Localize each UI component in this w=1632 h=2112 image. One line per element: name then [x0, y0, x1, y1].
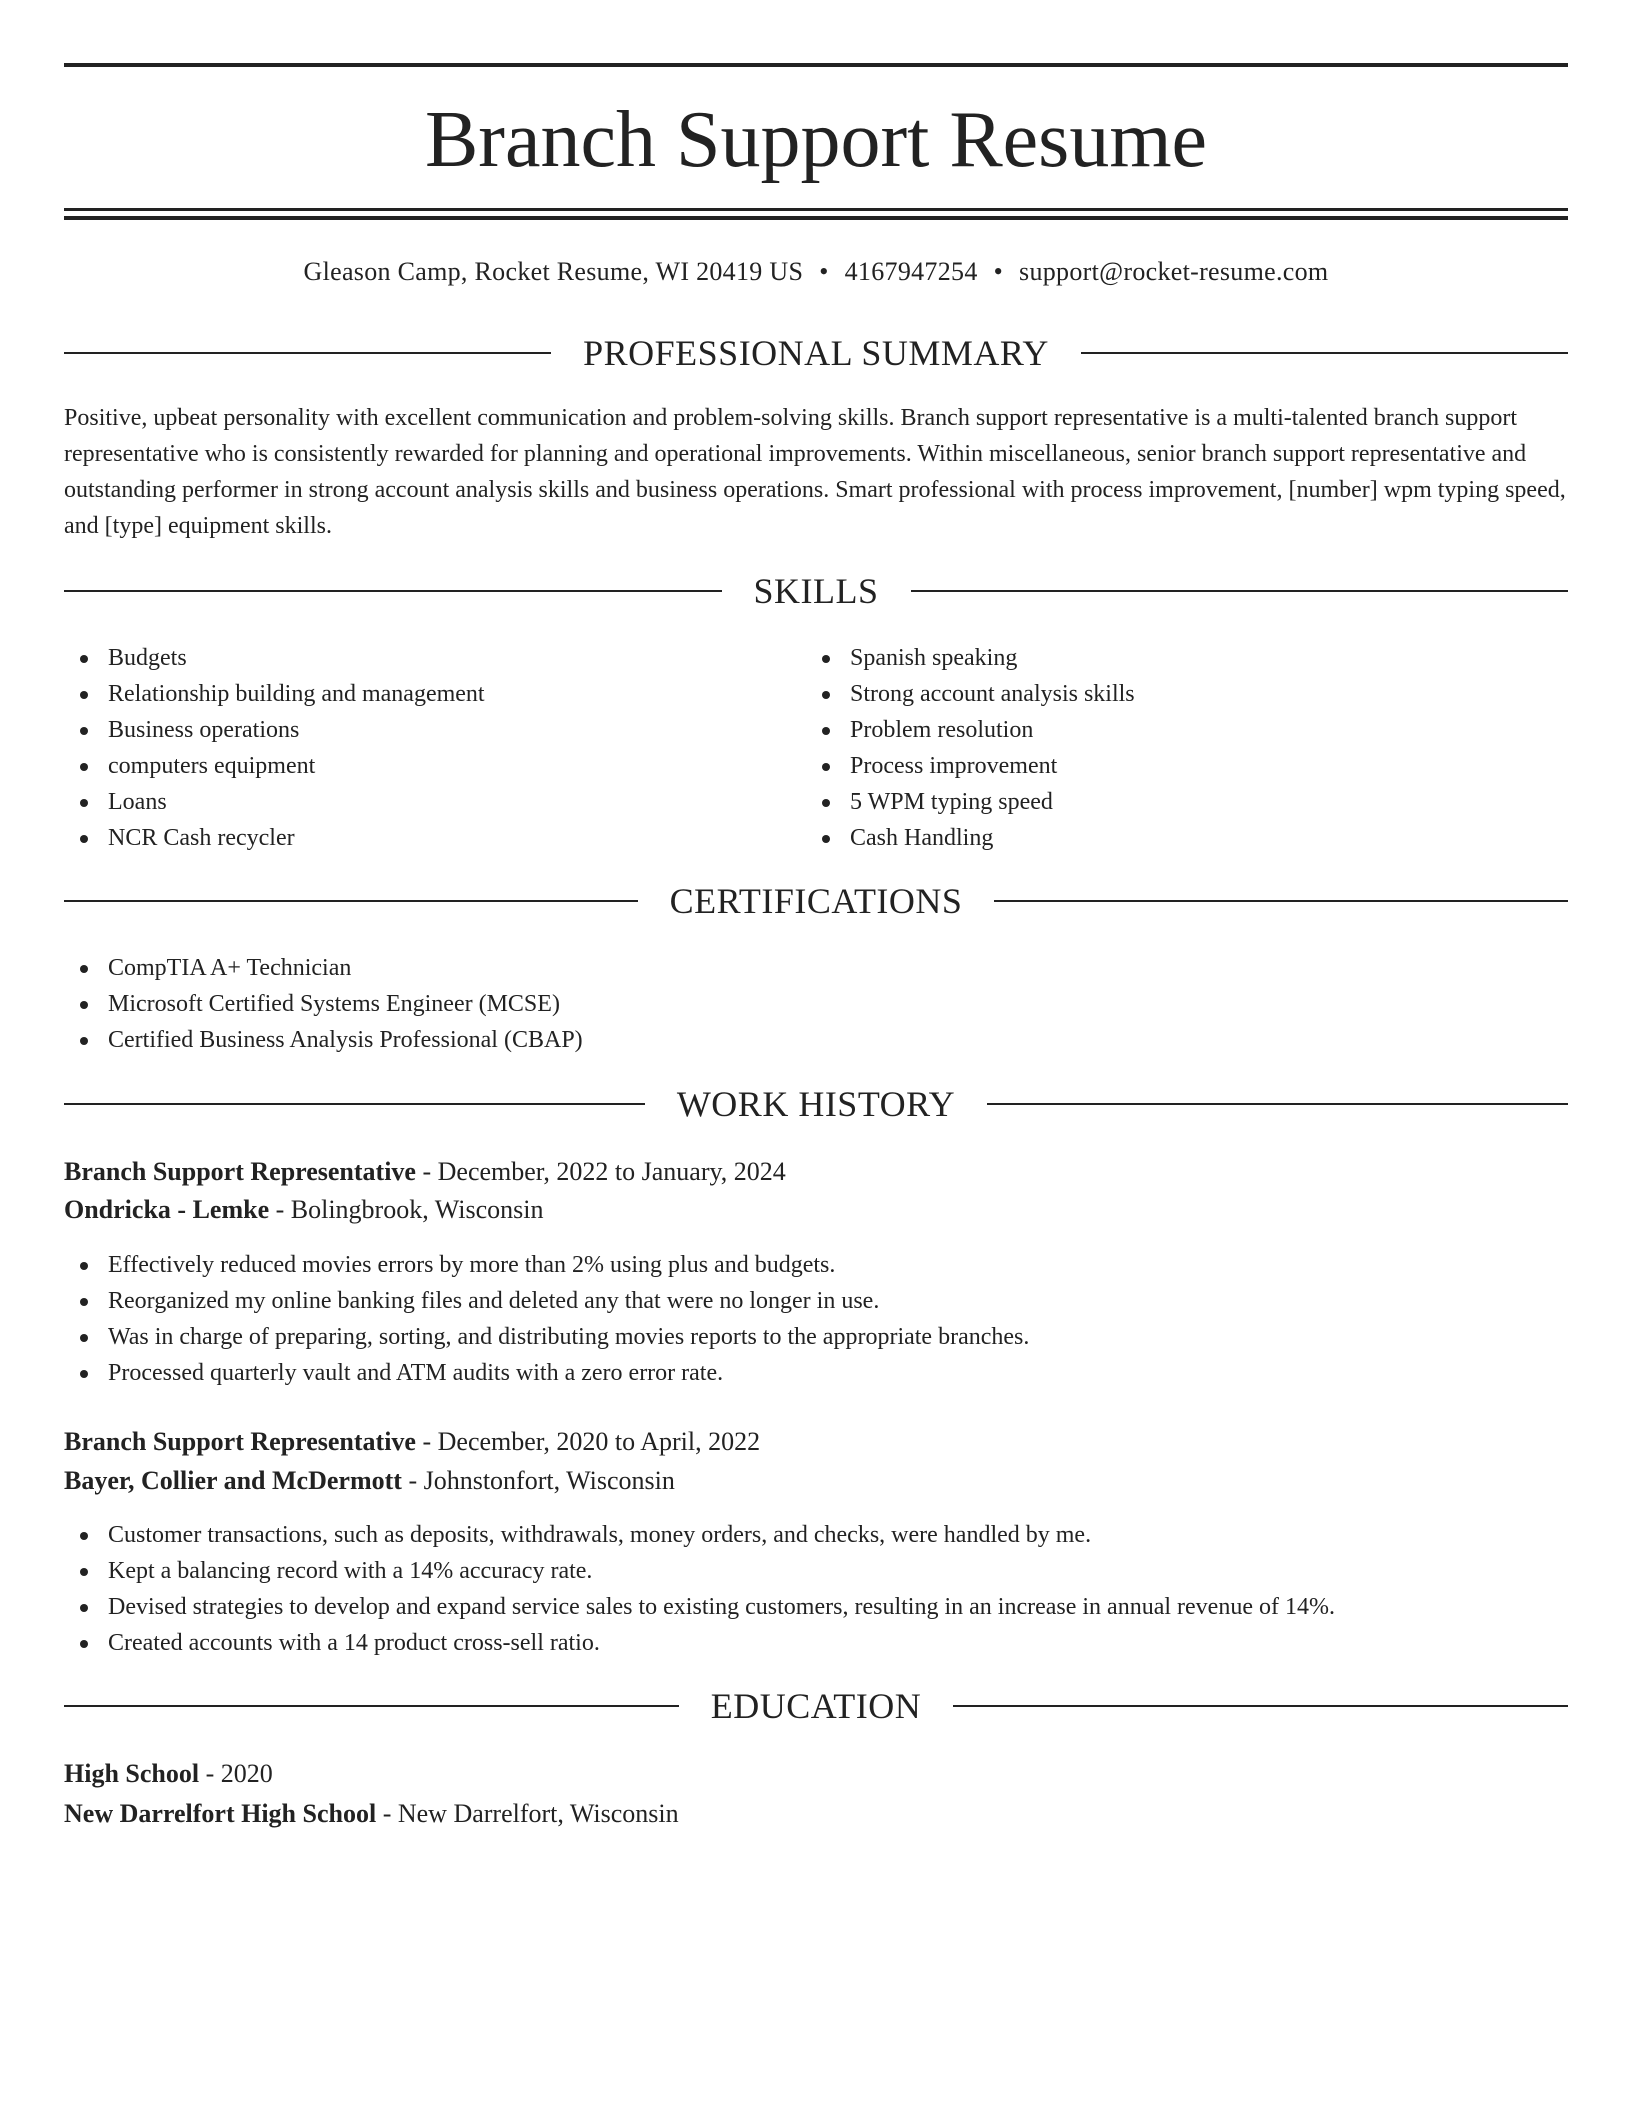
- title-double-rule: [64, 208, 1568, 220]
- section-header-certifications: [64, 881, 1568, 921]
- section-title-summary: PROFESSIONAL SUMMARY: [583, 333, 1049, 373]
- skill-item: 5 WPM typing speed: [806, 784, 1135, 820]
- job-bullet: Was in charge of preparing, sorting, and distributing movies reports to the appropriate branches.: [64, 1319, 1029, 1355]
- skill-item: Spanish speaking: [806, 640, 1135, 676]
- skills-list-right: [806, 640, 1135, 856]
- job-bullet: Customer transactions, such as deposits, withdrawals, money orders, and checks, were handled by me.: [64, 1517, 1335, 1553]
- education-location: - New Darrelfort, Wisconsin: [376, 1799, 679, 1828]
- skill-item: Business operations: [64, 712, 485, 748]
- contact-line: [64, 256, 1568, 288]
- section-rule: [64, 590, 722, 592]
- section-header-summary: [64, 333, 1568, 373]
- skill-item: Relationship building and management: [64, 676, 485, 712]
- job-company-line: [64, 1192, 1568, 1228]
- skill-item: Problem resolution: [806, 712, 1135, 748]
- certification-item: Microsoft Certified Systems Engineer (MCSE): [64, 986, 583, 1022]
- summary-text: Positive, upbeat personality with excellent communication and problem-solving skills. Branch support representative is a multi-talented branch support representative who is consistently rewarded for planning and operational improvements. Within miscellaneous, senior branch support representative and outstanding performer in strong account analysis skills and business operations. Smart professional with process improvement, [number] wpm typing speed, and [type] equipment skills.: [64, 405, 1566, 539]
- skill-item: Cash Handling: [806, 820, 1135, 856]
- job-dates: - December, 2020 to April, 2022: [415, 1427, 761, 1456]
- section-title-work: WORK HISTORY: [676, 1084, 956, 1124]
- skills-list-left: [64, 640, 485, 856]
- job-bullets: [64, 1247, 1029, 1391]
- education-year: - 2020: [199, 1759, 273, 1788]
- contact-email: support@rocket-resume.com: [1019, 257, 1329, 286]
- education-degree-line: [64, 1756, 1568, 1792]
- skill-item: NCR Cash recycler: [64, 820, 485, 856]
- skill-item: Loans: [64, 784, 485, 820]
- education-school-line: [64, 1796, 1568, 1832]
- job-dates: - December, 2022 to January, 2024: [415, 1157, 786, 1186]
- job-location: - Bolingbrook, Wisconsin: [269, 1195, 544, 1224]
- section-rule: [987, 1103, 1568, 1105]
- skill-item: computers equipment: [64, 748, 485, 784]
- section-title-education: EDUCATION: [710, 1686, 922, 1726]
- section-rule: [953, 1705, 1568, 1707]
- certification-item: CompTIA A+ Technician: [64, 950, 583, 986]
- job-bullets: [64, 1517, 1335, 1661]
- education-degree: High School: [64, 1759, 200, 1788]
- job-company: Ondricka - Lemke: [64, 1195, 270, 1224]
- education-school: New Darrelfort High School: [64, 1799, 377, 1828]
- section-rule: [911, 590, 1569, 592]
- section-header-work: [64, 1084, 1568, 1124]
- job-title: Branch Support Representative: [64, 1427, 416, 1456]
- job-title-line: [64, 1154, 1568, 1190]
- skill-item: Process improvement: [806, 748, 1135, 784]
- job-bullet: Effectively reduced movies errors by more than 2% using plus and budgets.: [64, 1247, 1029, 1283]
- job-bullet: Kept a balancing record with a 14% accuracy rate.: [64, 1553, 1335, 1589]
- section-header-skills: [64, 571, 1568, 611]
- section-header-education: [64, 1686, 1568, 1726]
- section-rule: [64, 900, 638, 902]
- contact-phone: 4167947254: [844, 257, 978, 286]
- section-rule: [1081, 352, 1568, 354]
- job-location: - Johnstonfort, Wisconsin: [401, 1466, 675, 1495]
- job-title: Branch Support Representative: [64, 1157, 416, 1186]
- section-rule: [64, 1705, 679, 1707]
- section-rule: [64, 1103, 645, 1105]
- job-company-line: [64, 1463, 1568, 1499]
- job-bullet: Created accounts with a 14 product cross-sell ratio.: [64, 1625, 1335, 1661]
- job-company: Bayer, Collier and McDermott: [64, 1466, 402, 1495]
- contact-address: Gleason Camp, Rocket Resume, WI 20419 US: [303, 257, 804, 286]
- top-rule: [64, 63, 1568, 67]
- contact-separator: •: [819, 257, 829, 286]
- job-title-line: [64, 1424, 1568, 1460]
- skill-item: Budgets: [64, 640, 485, 676]
- section-rule: [994, 900, 1568, 902]
- resume-title: Branch Support Resume: [424, 96, 1208, 184]
- contact-separator: •: [993, 257, 1004, 286]
- job-bullet: Processed quarterly vault and ATM audits with a zero error rate.: [64, 1355, 1029, 1391]
- section-title-skills: SKILLS: [753, 571, 879, 611]
- job-bullet: Reorganized my online banking files and deleted any that were no longer in use.: [64, 1283, 1029, 1319]
- skill-item: Strong account analysis skills: [806, 676, 1135, 712]
- job-bullet: Devised strategies to develop and expand service sales to existing customers, resulting in an increase in annual revenue of 14%.: [64, 1589, 1335, 1625]
- certifications-list: [64, 950, 583, 1058]
- section-title-certifications: CERTIFICATIONS: [669, 881, 963, 921]
- certification-item: Certified Business Analysis Professional (CBAP): [64, 1022, 583, 1058]
- section-rule: [64, 352, 551, 354]
